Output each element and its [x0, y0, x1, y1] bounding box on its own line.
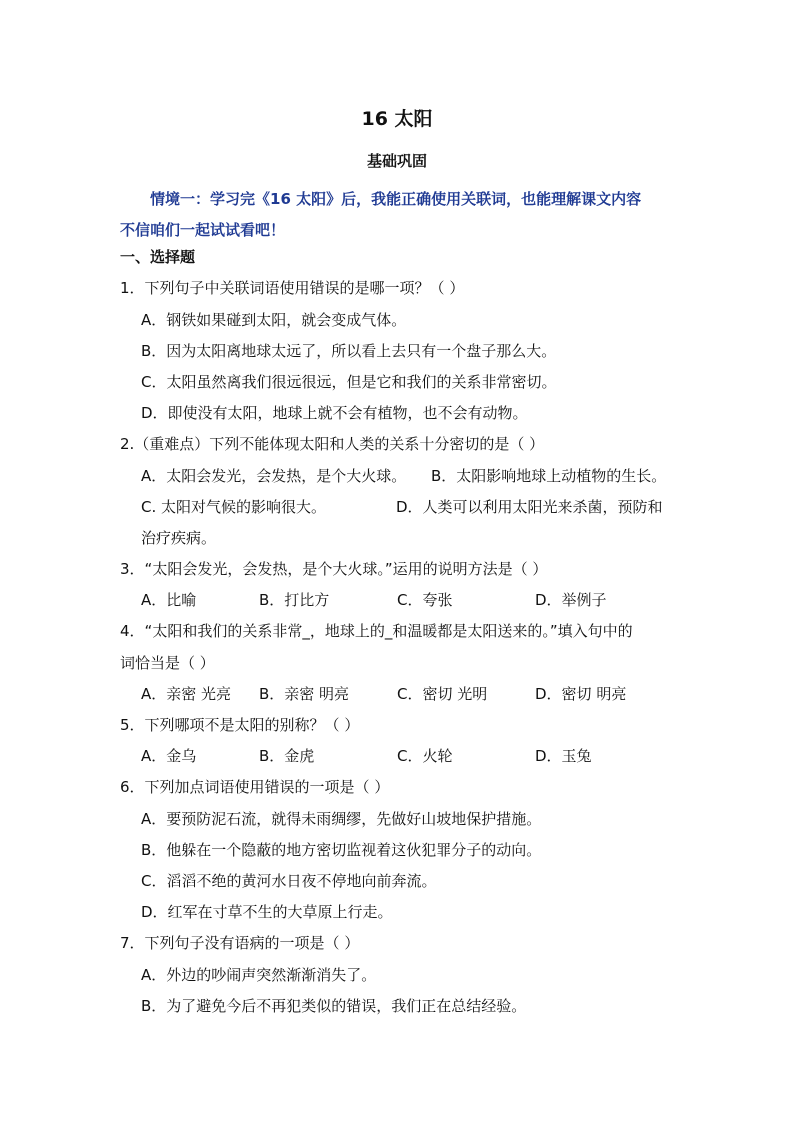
question-2-option-c: C. 太阳对气候的影响很大。	[141, 498, 327, 516]
question-3-stem: 3．“太阳会发光，会发热，是个大火球。”运用的说明方法是（ ）	[120, 560, 548, 578]
situation-line-2: 不信咱们一起试试看吧！	[120, 221, 286, 239]
question-7-stem: 7．下列句子没有语病的一项是（ ）	[120, 934, 360, 952]
question-1-option-d: D．即使没有太阳，地球上就不会有植物，也不会有动物。	[141, 404, 528, 422]
situation-intro	[120, 184, 680, 246]
question-3-option-b: B．打比方	[259, 591, 330, 609]
section-heading: 一、选择题	[120, 248, 196, 266]
question-2-option-a: A．太阳会发光，会发热，是个大火球。	[141, 467, 407, 485]
question-3-option-a: A．比喻	[141, 591, 197, 609]
question-5-option-a: A．金乌	[141, 747, 197, 765]
question-7-option-b: B．为了避免今后不再犯类似的错误，我们正在总结经验。	[141, 997, 527, 1015]
question-4-stem: 4．“太阳和我们的关系非常_，地球上的_和温暖都是太阳送来的。”填入句中的	[120, 622, 633, 640]
question-6-option-d: D．红军在寸草不生的大草原上行走。	[141, 903, 393, 921]
question-1-option-a: A．钢铁如果碰到太阳，就会变成气体。	[141, 311, 407, 329]
question-1-option-b: B．因为太阳离地球太远了，所以看上去只有一个盘子那么大。	[141, 342, 557, 360]
question-4-option-b: B．亲密 明亮	[259, 685, 350, 703]
question-4-stem-continued: 词恰当是（ ）	[120, 654, 215, 672]
question-7-option-a: A．外边的吵闹声突然渐渐消失了。	[141, 966, 377, 984]
question-6-stem: 6．下列加点词语使用错误的一项是（ ）	[120, 778, 390, 796]
question-6-option-b: B．他躲在一个隐蔽的地方密切监视着这伙犯罪分子的动向。	[141, 841, 542, 859]
question-2-option-d-continued: 治疗疾病。	[141, 529, 217, 547]
section-subtitle: 基础巩固	[366, 152, 427, 170]
question-4-option-d: D．密切 明亮	[535, 685, 627, 703]
question-1-option-c: C．太阳虽然离我们很远很远，但是它和我们的关系非常密切。	[141, 373, 557, 391]
question-2-option-d: D．人类可以利用太阳光来杀菌，预防和	[396, 498, 663, 516]
question-5-option-d: D．玉兔	[535, 747, 592, 765]
question-1-stem: 1．下列句子中关联词语使用错误的是哪一项？（ ）	[120, 279, 465, 297]
question-6-option-c: C．滔滔不绝的黄河水日夜不停地向前奔流。	[141, 872, 437, 890]
question-5-option-c: C．火轮	[397, 747, 453, 765]
question-6-option-a: A．要预防泥石流，就得未雨绸缪，先做好山坡地保护措施。	[141, 810, 542, 828]
question-4-option-c: C．密切 光明	[397, 685, 488, 703]
question-3-option-c: C．夸张	[397, 591, 453, 609]
question-3-option-d: D．举例子	[535, 591, 607, 609]
question-2-option-b: B．太阳影响地球上动植物的生长。	[431, 467, 667, 485]
situation-line-1: 情境一：学习完《16 太阳》后，我能正确使用关联词，也能理解课文内容	[150, 190, 642, 208]
question-5-stem: 5．下列哪项不是太阳的别称？（ ）	[120, 716, 360, 734]
page-title: 16 太阳	[361, 108, 433, 130]
question-5-option-b: B．金虎	[259, 747, 315, 765]
question-4-option-a: A．亲密 光亮	[141, 685, 232, 703]
question-2-stem: 2.（重难点）下列不能体现太阳和人类的关系十分密切的是（ ）	[120, 435, 545, 453]
